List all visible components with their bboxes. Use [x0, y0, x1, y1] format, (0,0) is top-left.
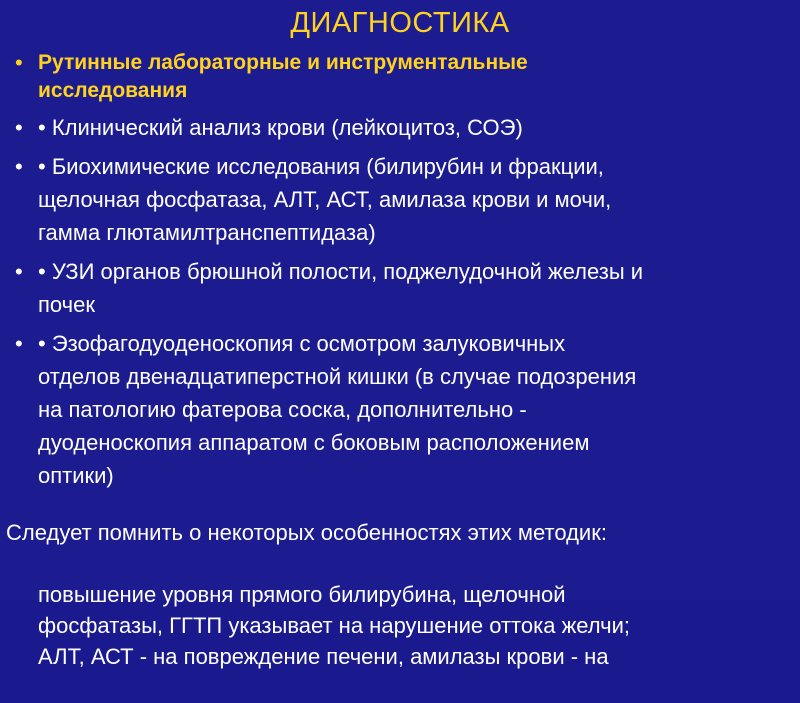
list-item	[8, 150, 788, 249]
list-item	[8, 255, 788, 321]
slide-title: ДИАГНОСТИКА	[290, 7, 510, 39]
bullet-icon: •	[15, 331, 23, 356]
list-item-text: • Биохимические исследования (билирубин и фракции, щелочная фосфатаза, АЛТ, АСТ, амилаза крови и мочи, гамма глютамилтранспептидаза)	[38, 154, 612, 245]
diagnostics-list	[8, 46, 788, 498]
note-first-line: Следует помнить о некоторых особенностях этих методик:	[6, 520, 607, 545]
list-item-text: • Клинический анализ крови (лейкоцитоз, СОЭ)	[38, 115, 523, 140]
bullet-icon: •	[15, 154, 23, 179]
list-item	[8, 46, 788, 105]
list-item	[8, 111, 788, 144]
bullet-icon: •	[15, 115, 23, 140]
bullet-icon: •	[15, 50, 23, 75]
list-item-text: • Эзофагодуоденоскопия с осмотром залуковичных отделов двенадцатиперстной кишки (в случае подозрения на патологию фатерова соска, дополнительно - дуоденоскопия аппаратом с боковым расположением оптики)	[38, 331, 637, 488]
bullet-icon: •	[15, 259, 23, 284]
note-body: повышение уровня прямого билирубина, щелочной фосфатазы, ГГТП указывает на нарушение оттока желчи; АЛТ, АСТ - на повреждение печени, амилазы крови - на	[38, 582, 631, 669]
list-item	[8, 327, 788, 492]
note-paragraph	[6, 486, 796, 703]
list-item-text: Рутинные лабораторные и инструментальные исследования	[38, 51, 528, 102]
list-item-text: • УЗИ органов брюшной полости, поджелудочной железы и почек	[38, 259, 644, 317]
